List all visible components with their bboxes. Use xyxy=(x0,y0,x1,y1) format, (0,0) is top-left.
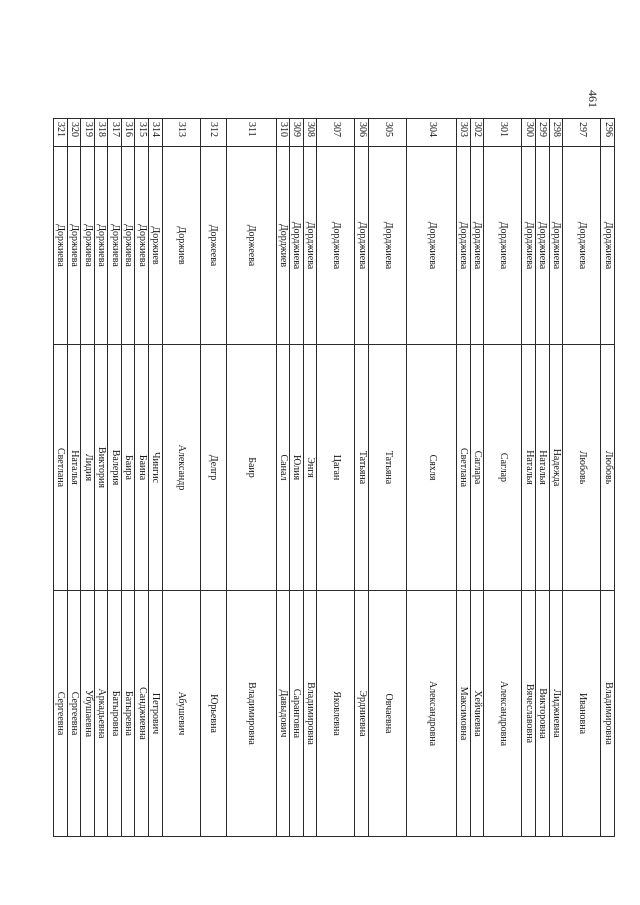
patronymic-cell: Викторовна xyxy=(536,591,550,837)
surname-cell: Доржеева xyxy=(200,147,226,345)
first-name-cell: Наталья xyxy=(522,345,536,591)
table-row xyxy=(563,119,601,837)
first-name-cell: Наталья xyxy=(536,345,550,591)
surname-cell: Дорджиева xyxy=(355,147,369,345)
surname-cell: Доржиева xyxy=(121,147,135,345)
row-number: 306 xyxy=(355,119,369,147)
names-table xyxy=(53,118,615,837)
surname-cell: Дорджиева xyxy=(457,147,471,345)
table-row xyxy=(470,119,484,837)
surname-cell: Дорджиева xyxy=(369,147,407,345)
patronymic-cell: Убушаевна xyxy=(81,591,95,837)
surname-cell: Доржиева xyxy=(81,147,95,345)
table-row xyxy=(276,119,290,837)
surname-cell: Дорджиева xyxy=(317,147,355,345)
row-number: 297 xyxy=(563,119,601,147)
row-number: 311 xyxy=(226,119,276,147)
patronymic-cell: Сергеевна xyxy=(67,591,81,837)
surname-cell: Дорджиева xyxy=(303,147,317,345)
surname-cell: Дорджиева xyxy=(290,147,304,345)
patronymic-cell: Эрдниевна xyxy=(355,591,369,837)
surname-cell: Доржеева xyxy=(226,147,276,345)
row-number: 316 xyxy=(121,119,135,147)
first-name-cell: Светлана xyxy=(54,345,68,591)
names-table-body xyxy=(54,119,615,837)
patronymic-cell: Батыревна xyxy=(121,591,135,837)
table-row xyxy=(290,119,304,837)
patronymic-cell: Яковлевна xyxy=(317,591,355,837)
row-number: 296 xyxy=(601,119,615,147)
surname-cell: Доржиева xyxy=(135,147,149,345)
table-row xyxy=(94,119,108,837)
first-name-cell: Валерия xyxy=(108,345,122,591)
table-row xyxy=(121,119,135,837)
surname-cell: Доржиев xyxy=(162,147,200,345)
row-number: 305 xyxy=(369,119,407,147)
table-row xyxy=(536,119,550,837)
row-number: 302 xyxy=(470,119,484,147)
table-row xyxy=(67,119,81,837)
surname-cell: Дорджиева xyxy=(470,147,484,345)
surname-cell: Дорджиева xyxy=(536,147,550,345)
patronymic-cell: Давыдович xyxy=(276,591,290,837)
surname-cell: Дорджиева xyxy=(601,147,615,345)
row-number: 313 xyxy=(162,119,200,147)
patronymic-cell: Юрьевна xyxy=(200,591,226,837)
first-name-cell: Наталья xyxy=(67,345,81,591)
table-row xyxy=(601,119,615,837)
first-name-cell: Любовь xyxy=(601,345,615,591)
patronymic-cell: Санджиевна xyxy=(135,591,149,837)
first-name-cell: Александр xyxy=(162,345,200,591)
table-row xyxy=(407,119,457,837)
first-name-cell: Надежда xyxy=(549,345,563,591)
patronymic-cell: Петрович xyxy=(149,591,163,837)
first-name-cell: Санал xyxy=(276,345,290,591)
patronymic-cell: Ивановна xyxy=(563,591,601,837)
patronymic-cell: Александровна xyxy=(484,591,522,837)
first-name-cell: Чингис xyxy=(149,345,163,591)
first-name-cell: Юлия xyxy=(290,345,304,591)
table-row xyxy=(484,119,522,837)
table-row xyxy=(369,119,407,837)
row-number: 309 xyxy=(290,119,304,147)
table-row xyxy=(522,119,536,837)
patronymic-cell: Саранговна xyxy=(290,591,304,837)
surname-cell: Дорджиева xyxy=(522,147,536,345)
row-number: 307 xyxy=(317,119,355,147)
row-number: 315 xyxy=(135,119,149,147)
row-number: 299 xyxy=(536,119,550,147)
first-name-cell: Баира xyxy=(121,345,135,591)
patronymic-cell: Владимировна xyxy=(226,591,276,837)
surname-cell: Доржиев xyxy=(149,147,163,345)
first-name-cell: Саглара xyxy=(470,345,484,591)
surname-cell: Доржиева xyxy=(67,147,81,345)
row-number: 303 xyxy=(457,119,471,147)
first-name-cell: Баир xyxy=(226,345,276,591)
patronymic-cell: Владимировна xyxy=(601,591,615,837)
first-name-cell: Баина xyxy=(135,345,149,591)
row-number: 298 xyxy=(549,119,563,147)
row-number: 319 xyxy=(81,119,95,147)
row-number: 304 xyxy=(407,119,457,147)
row-number: 310 xyxy=(276,119,290,147)
patronymic-cell: Сергеевна xyxy=(54,591,68,837)
patronymic-cell: Вячеславовна xyxy=(522,591,536,837)
surname-cell: Доржиева xyxy=(54,147,68,345)
row-number: 308 xyxy=(303,119,317,147)
row-number: 317 xyxy=(108,119,122,147)
table-row xyxy=(135,119,149,837)
patronymic-cell: Хейчиевна xyxy=(470,591,484,837)
first-name-cell: Сяхля xyxy=(407,345,457,591)
table-row xyxy=(303,119,317,837)
patronymic-cell: Аркадьевна xyxy=(94,591,108,837)
surname-cell: Дорджиева xyxy=(407,147,457,345)
row-number: 321 xyxy=(54,119,68,147)
table-row xyxy=(108,119,122,837)
row-number: 312 xyxy=(200,119,226,147)
row-number: 320 xyxy=(67,119,81,147)
page-number: 461 xyxy=(586,90,600,108)
first-name-cell: Энгя xyxy=(303,345,317,591)
rotated-table-frame xyxy=(53,118,615,836)
table-row xyxy=(457,119,471,837)
patronymic-cell: Овчаевна xyxy=(369,591,407,837)
table-row xyxy=(355,119,369,837)
surname-cell: Дорджиева xyxy=(484,147,522,345)
first-name-cell: Любовь xyxy=(563,345,601,591)
row-number: 301 xyxy=(484,119,522,147)
table-row xyxy=(549,119,563,837)
first-name-cell: Лидия xyxy=(81,345,95,591)
first-name-cell: Цаган xyxy=(317,345,355,591)
table-row xyxy=(149,119,163,837)
patronymic-cell: Александровна xyxy=(407,591,457,837)
first-name-cell: Саглар xyxy=(484,345,522,591)
table-row xyxy=(81,119,95,837)
table-row xyxy=(200,119,226,837)
first-name-cell: Татьяна xyxy=(369,345,407,591)
surname-cell: Доржиева xyxy=(108,147,122,345)
patronymic-cell: Лиджиевна xyxy=(549,591,563,837)
row-number: 300 xyxy=(522,119,536,147)
patronymic-cell: Абушевич xyxy=(162,591,200,837)
row-number: 314 xyxy=(149,119,163,147)
table-row xyxy=(162,119,200,837)
patronymic-cell: Батыровна xyxy=(108,591,122,837)
patronymic-cell: Максимовна xyxy=(457,591,471,837)
first-name-cell: Татьяна xyxy=(355,345,369,591)
table-row xyxy=(226,119,276,837)
table-row xyxy=(54,119,68,837)
surname-cell: Дорджиев xyxy=(276,147,290,345)
surname-cell: Дорджиева xyxy=(563,147,601,345)
surname-cell: Доржиева xyxy=(94,147,108,345)
table-row xyxy=(317,119,355,837)
row-number: 318 xyxy=(94,119,108,147)
first-name-cell: Делгр xyxy=(200,345,226,591)
first-name-cell: Виктория xyxy=(94,345,108,591)
patronymic-cell: Владимировна xyxy=(303,591,317,837)
surname-cell: Дорджиева xyxy=(549,147,563,345)
first-name-cell: Светлана xyxy=(457,345,471,591)
